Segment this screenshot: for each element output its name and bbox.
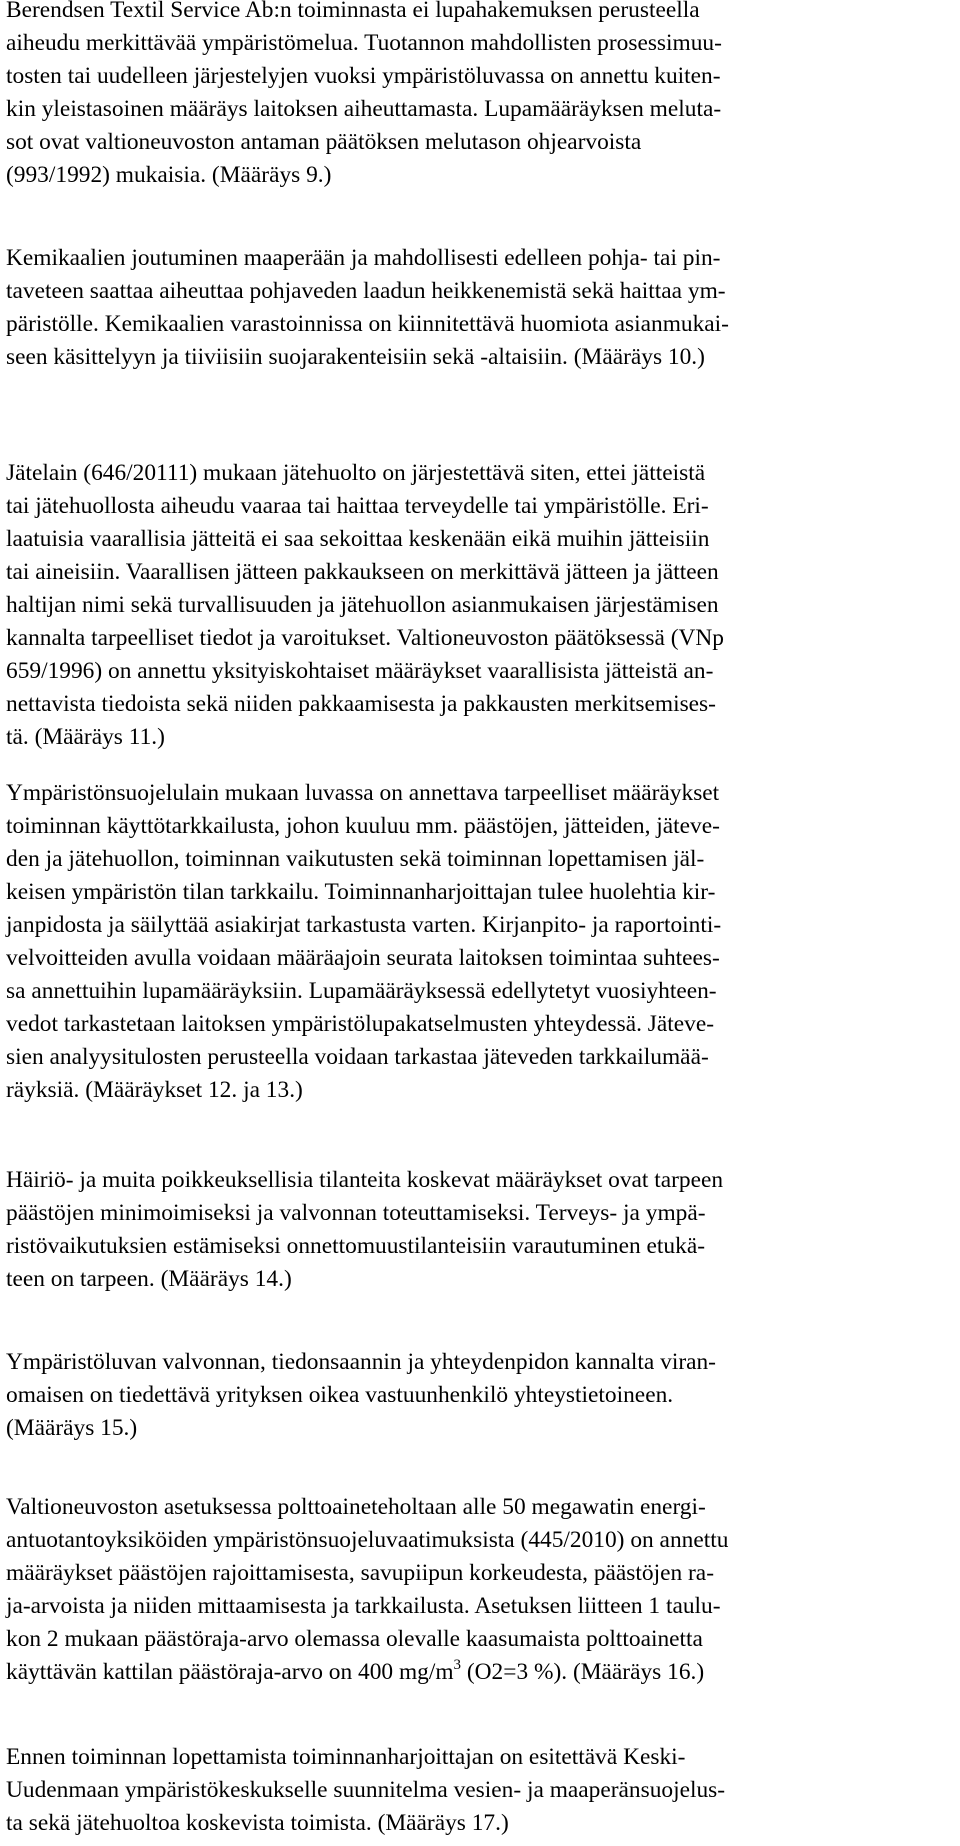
text-line: sien analyysitulosten perusteella voidaan tarkastaa jäteveden tarkkailumää- [6, 1044, 709, 1070]
superscript-exponent: 3 [453, 1657, 462, 1673]
text-line: teen on tarpeen. (Määräys 14.) [6, 1266, 292, 1292]
text-segment: käyttävän kattilan päästöraja-arvo on 400 mg/m [6, 1659, 454, 1685]
text-line: Valtioneuvoston asetuksessa polttoaineteholtaan alle 50 megawatin energi- [6, 1494, 706, 1520]
text-line: Berendsen Textil Service Ab:n toiminnasta ei lupahakemuksen perusteella [6, 0, 700, 23]
text-line: Ennen toiminnan lopettamista toiminnanharjoittajan on esitettävä Keski- [6, 1744, 686, 1770]
text-line: päästöjen minimoimiseksi ja valvonnan toteuttamiseksi. Terveys- ja ympä- [6, 1200, 706, 1226]
text-line: määräykset päästöjen rajoittamisesta, savupiipun korkeudesta, päästöjen ra- [6, 1560, 714, 1586]
text-line: taveteen saattaa aiheuttaa pohjaveden laadun heikkenemistä sekä haittaa ym- [6, 278, 726, 304]
text-segment: (O2=3 %). (Määräys 16.) [461, 1659, 705, 1685]
text-line: Jätelain (646/20111) mukaan jätehuolto on järjestettävä siten, ettei jätteistä [6, 460, 706, 486]
text-line: haltijan nimi sekä turvallisuuden ja jätehuollon asianmukaisen järjestämisen [6, 592, 719, 618]
text-line: tä. (Määräys 11.) [6, 724, 165, 750]
paragraph-closure-plan [6, 1741, 946, 1840]
text-line: Häiriö- ja muita poikkeuksellisia tilanteita koskevat määräykset ovat tarpeen [6, 1167, 724, 1193]
text-line: antuotantoyksiköiden ympäristönsuojeluvaatimuksista (445/2010) on annettu [6, 1527, 729, 1553]
text-line: Ympäristönsuojelulain mukaan luvassa on annettava tarpeelliset määräykset [6, 780, 720, 806]
text-line: Uudenmaan ympäristökeskukselle suunnitelma vesien- ja maaperänsuojelus- [6, 1777, 726, 1803]
text-line: kannalta tarpeelliset tiedot ja varoitukset. Valtioneuvoston päätöksessä (VNp [6, 625, 724, 651]
text-line: den ja jätehuollon, toiminnan vaikutusten sekä toiminnan lopettamisen jäl- [6, 846, 705, 872]
text-line: kin yleistasoinen määräys laitoksen aiheuttamasta. Lupamääräyksen meluta- [6, 96, 722, 122]
text-line: Kemikaalien joutuminen maaperään ja mahdollisesti edelleen pohja- tai pin- [6, 245, 721, 271]
paragraph-chemicals [6, 242, 946, 374]
text-line: laatuisia vaarallisia jätteitä ei saa sekoittaa keskenään eikä muihin jätteisiin [6, 526, 710, 552]
text-line: ja-arvoista ja niiden mittaamisesta ja tarkkailusta. Asetuksen liitteen 1 taulu- [6, 1593, 721, 1619]
text-line: sot ovat valtioneuvoston antaman päätöksen melutason ohjearvoista [6, 129, 642, 155]
text-line: aiheudu merkittävää ympäristömelua. Tuotannon mahdollisten prosessimuu- [6, 30, 722, 56]
text-line: räyksiä. (Määräykset 12. ja 13.) [6, 1077, 303, 1103]
paragraph-disturbances [6, 1164, 946, 1296]
text-line: (Määräys 15.) [6, 1415, 138, 1441]
text-line: vedot tarkastetaan laitoksen ympäristölupakatselmusten yhteydessä. Jäteve- [6, 1011, 715, 1037]
paragraph-monitoring [6, 777, 946, 1107]
text-line: tai jätehuollosta aiheudu vaaraa tai haittaa terveydelle tai ympäristölle. Eri- [6, 493, 709, 519]
text-line-with-superscript [6, 1656, 946, 1689]
text-line: Ympäristöluvan valvonnan, tiedonsaannin ja yhteydenpidon kannalta viran- [6, 1349, 716, 1375]
text-line: nettavista tiedoista sekä niiden pakkaamisesta ja pakkausten merkitsemises- [6, 691, 716, 717]
text-line: 659/1996) on annettu yksityiskohtaiset määräykset vaarallisista jätteistä an- [6, 658, 714, 684]
text-line: keisen ympäristön tilan tarkkailu. Toiminnanharjoittajan tulee huolehtia kir- [6, 879, 716, 905]
text-line: janpidosta ja säilyttää asiakirjat tarkastusta varten. Kirjanpito- ja raportointi- [6, 912, 722, 938]
text-line: omaisen on tiedettävä yrityksen oikea vastuunhenkilö yhteystietoineen. [6, 1382, 674, 1408]
paragraph-waste [6, 457, 946, 754]
paragraph-emission-limits [6, 1491, 946, 1689]
text-line: sa annettuihin lupamääräyksiin. Lupamääräyksessä edellytetyt vuosiyhteen- [6, 978, 717, 1004]
text-line: päristölle. Kemikaalien varastoinnissa on kiinnitettävä huomiota asianmukai- [6, 311, 729, 337]
text-line: tosten tai uudelleen järjestelyjen vuoksi ympäristöluvassa on annettu kuiten- [6, 63, 721, 89]
text-line: seen käsittelyyn ja tiiviisiin suojarakenteisiin sekä -altaisiin. (Määräys 10.) [6, 344, 705, 370]
text-line: (993/1992) mukaisia. (Määräys 9.) [6, 162, 332, 188]
text-line: kon 2 mukaan päästöraja-arvo olemassa olevalle kaasumaista polttoainetta [6, 1626, 703, 1652]
text-line: ristövaikutuksien estämiseksi onnettomuustilanteisiin varautuminen etukä- [6, 1233, 705, 1259]
paragraph-contact-person [6, 1346, 946, 1445]
text-line: toiminnan käyttötarkkailusta, johon kuuluu mm. päästöjen, jätteiden, jäteve- [6, 813, 720, 839]
text-line: ta sekä jätehuoltoa koskevista toimista. (Määräys 17.) [6, 1810, 509, 1836]
paragraph-noise [6, 0, 946, 192]
text-line: velvoitteiden avulla voidaan määräajoin seurata laitoksen toimintaa suhtees- [6, 945, 720, 971]
text-line: tai aineisiin. Vaarallisen jätteen pakkaukseen on merkittävä jätteen ja jätteen [6, 559, 719, 585]
